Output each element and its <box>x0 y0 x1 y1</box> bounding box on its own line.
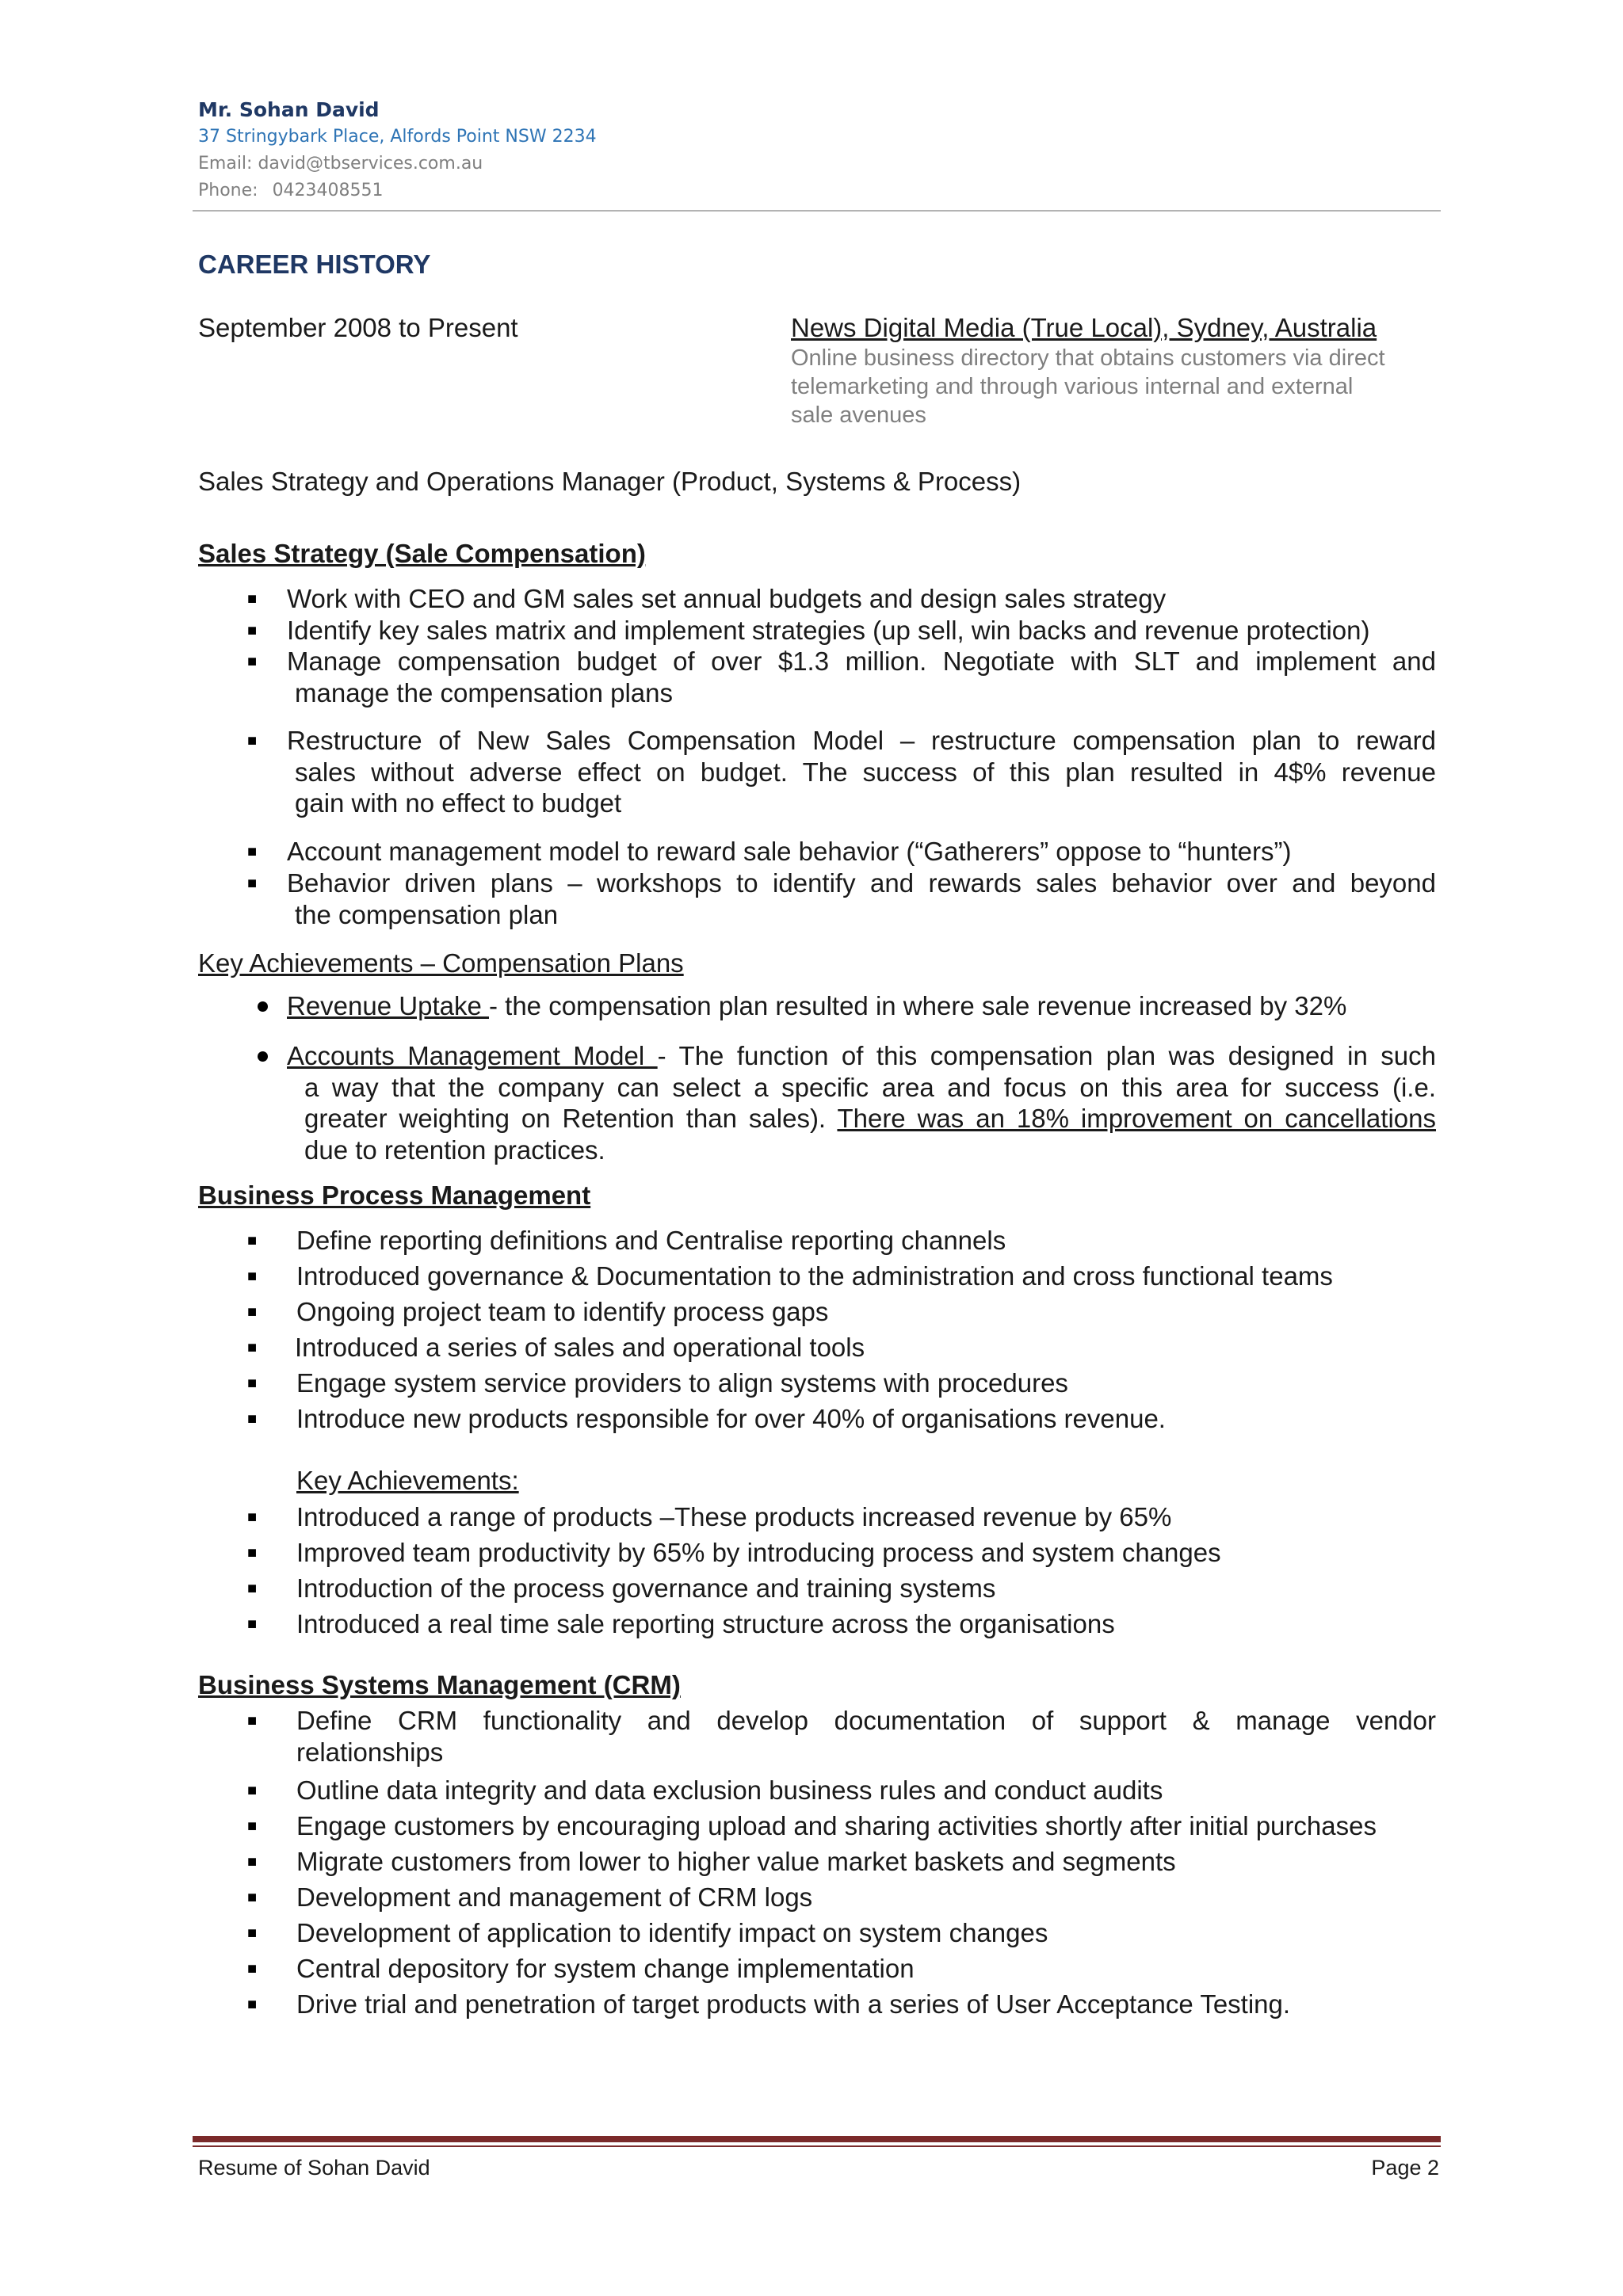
list-item: Define reporting definitions and Centralise reporting channels <box>296 1226 1006 1255</box>
bullet-icon: ■ <box>247 1889 258 1906</box>
list-item: Account management model to reward sale behavior (“Gatherers” oppose to “hunters”) <box>287 837 1292 866</box>
header-divider <box>193 210 1441 212</box>
bullet-dot-icon <box>258 1051 268 1062</box>
achievement-text: - the compensation plan resulted in where sale revenue increased by 32% <box>489 991 1347 1020</box>
list-item <box>287 646 1436 708</box>
list-item <box>287 725 1436 819</box>
section-heading-business-systems: Business Systems Management (CRM) <box>198 1670 681 1699</box>
bullet-icon: ■ <box>247 1615 258 1633</box>
list-item: Identify key sales matrix and implement strategies (up sell, win backs and revenue protection) <box>287 616 1370 645</box>
section-heading-sales-strategy: Sales Strategy (Sale Compensation) <box>198 539 646 568</box>
footer-title: Resume of Sohan David <box>198 2156 430 2180</box>
achievement-line <box>287 1040 1436 1072</box>
bullet-icon: ■ <box>247 1375 258 1392</box>
achievement-highlight: There was an 18% improvement on cancellations <box>837 1104 1436 1133</box>
bullet-icon: ■ <box>247 1960 258 1978</box>
bullet-icon: ■ <box>247 1782 258 1799</box>
list-item: Introduced a range of products –These products increased revenue by 65% <box>296 1502 1172 1531</box>
bullet-icon: ■ <box>247 1817 258 1835</box>
contact-phone <box>198 177 597 204</box>
list-item-line: Restructure of New Sales Compensation Model – restructure compensation plan to reward <box>287 726 1436 755</box>
list-item-line: the compensation plan <box>295 899 559 929</box>
list-item: Ongoing project team to identify process gaps <box>296 1297 829 1326</box>
employer-desc-line: Online business directory that obtains customers via direct <box>791 345 1385 371</box>
job-role: Sales Strategy and Operations Manager (Product, Systems & Process) <box>198 467 1022 496</box>
subheading-key-achievements-comp: Key Achievements – Compensation Plans <box>198 948 684 978</box>
contact-email: Email: david@tbservices.com.au <box>198 154 483 174</box>
list-item: Engage system service providers to align systems with procedures <box>296 1368 1068 1398</box>
list-item: Outline data integrity and data exclusion business rules and conduct audits <box>296 1775 1163 1805</box>
bullet-icon: ■ <box>247 1268 258 1285</box>
list-item: Introduction of the process governance and training systems <box>296 1573 996 1603</box>
footer-divider-thin <box>193 2145 1441 2147</box>
achievement-text: - The function of this compensation plan was designed in such <box>657 1041 1436 1070</box>
bullet-icon: ■ <box>247 1339 258 1356</box>
list-item: Development of application to identify impact on system changes <box>296 1918 1048 1947</box>
employer-name: News Digital Media (True Local), Sydney, Australia <box>791 313 1377 342</box>
list-item: Introduce new products responsible for over 40% of organisations revenue. <box>296 1404 1166 1433</box>
bullet-icon: ■ <box>247 732 258 749</box>
employer-desc-line: sale avenues <box>791 402 926 428</box>
contact-header <box>198 97 597 204</box>
bullet-icon: ■ <box>247 1924 258 1942</box>
list-item: Migrate customers from lower to higher value market baskets and segments <box>296 1847 1176 1876</box>
achievement-line-text: greater weighting on Retention than sales). <box>304 1104 838 1133</box>
bullet-icon: ■ <box>247 875 258 892</box>
bullet-icon: ■ <box>247 843 258 860</box>
bullet-dot-icon <box>258 1001 268 1012</box>
list-item: Introduced a real time sale reporting structure across the organisations <box>296 1609 1115 1638</box>
list-item: Introduced a series of sales and operational tools <box>295 1333 865 1362</box>
list-item <box>287 868 1436 930</box>
page-number: Page 2 <box>1371 2156 1439 2180</box>
achievement-line: due to retention practices. <box>304 1135 605 1165</box>
list-item: Improved team productivity by 65% by introducing process and system changes <box>296 1538 1221 1567</box>
list-item: Central depository for system change implementation <box>296 1954 915 1983</box>
contact-name: Mr. Sohan David <box>198 98 380 121</box>
bullet-icon: ■ <box>247 1544 258 1562</box>
bullet-icon: ■ <box>247 1580 258 1597</box>
bullet-icon: ■ <box>247 1712 258 1730</box>
list-item <box>296 1705 1436 1768</box>
bullet-icon: ■ <box>247 1996 258 2013</box>
achievement-line: a way that the company can select a specific area and focus on this area for success (i.e. <box>304 1072 1436 1102</box>
phone-value: 0423408551 <box>272 181 384 200</box>
bullet-icon: ■ <box>247 1853 258 1871</box>
achievement-item <box>287 990 1346 1022</box>
list-item: Introduced governance & Documentation to the administration and cross functional teams <box>296 1261 1333 1291</box>
list-item-line: relationships <box>296 1737 444 1767</box>
section-heading-business-process: Business Process Management <box>198 1180 591 1210</box>
employer-desc-line: telemarketing and through various internal and external <box>791 374 1354 399</box>
bullet-icon: ■ <box>247 1508 258 1526</box>
list-item-line: sales without adverse effect on budget. The success of this plan resulted in 4$% revenue <box>295 757 1436 787</box>
list-item-line: Define CRM functionality and develop documentation of support & manage vendor <box>296 1706 1436 1735</box>
career-period: September 2008 to Present <box>198 313 518 342</box>
footer-divider-thick <box>193 2136 1441 2142</box>
contact-address: 37 Stringybark Place, Alfords Point NSW 2234 <box>198 127 597 147</box>
achievement-item <box>287 1040 1436 1165</box>
list-item: Drive trial and penetration of target products with a series of User Acceptance Testing. <box>296 1989 1291 2019</box>
subheading-key-achievements: Key Achievements: <box>296 1466 519 1495</box>
bullet-icon: ■ <box>247 590 258 608</box>
list-item: Development and management of CRM logs <box>296 1882 813 1912</box>
list-item-line: Behavior driven plans – workshops to identify and rewards sales behavior over and beyond <box>287 868 1436 898</box>
achievement-label: Accounts Management Model <box>287 1041 658 1070</box>
bullet-icon: ■ <box>247 1232 258 1249</box>
list-item-line: Manage compensation budget of over $1.3 million. Negotiate with SLT and implement and <box>287 646 1436 676</box>
list-item-line: gain with no effect to budget <box>295 788 622 818</box>
list-item-line: manage the compensation plans <box>295 677 673 707</box>
achievement-line <box>287 1103 1436 1135</box>
bullet-icon: ■ <box>247 1410 258 1428</box>
achievement-label: Revenue Uptake <box>287 991 489 1020</box>
phone-label: Phone: <box>198 181 258 200</box>
section-heading-career: CAREER HISTORY <box>198 250 431 279</box>
list-item: Engage customers by encouraging upload and sharing activities shortly after initial purchases <box>296 1811 1377 1840</box>
bullet-icon: ■ <box>247 1303 258 1321</box>
bullet-icon: ■ <box>247 622 258 639</box>
bullet-icon: ■ <box>247 653 258 670</box>
list-item: Work with CEO and GM sales set annual budgets and design sales strategy <box>287 584 1167 613</box>
